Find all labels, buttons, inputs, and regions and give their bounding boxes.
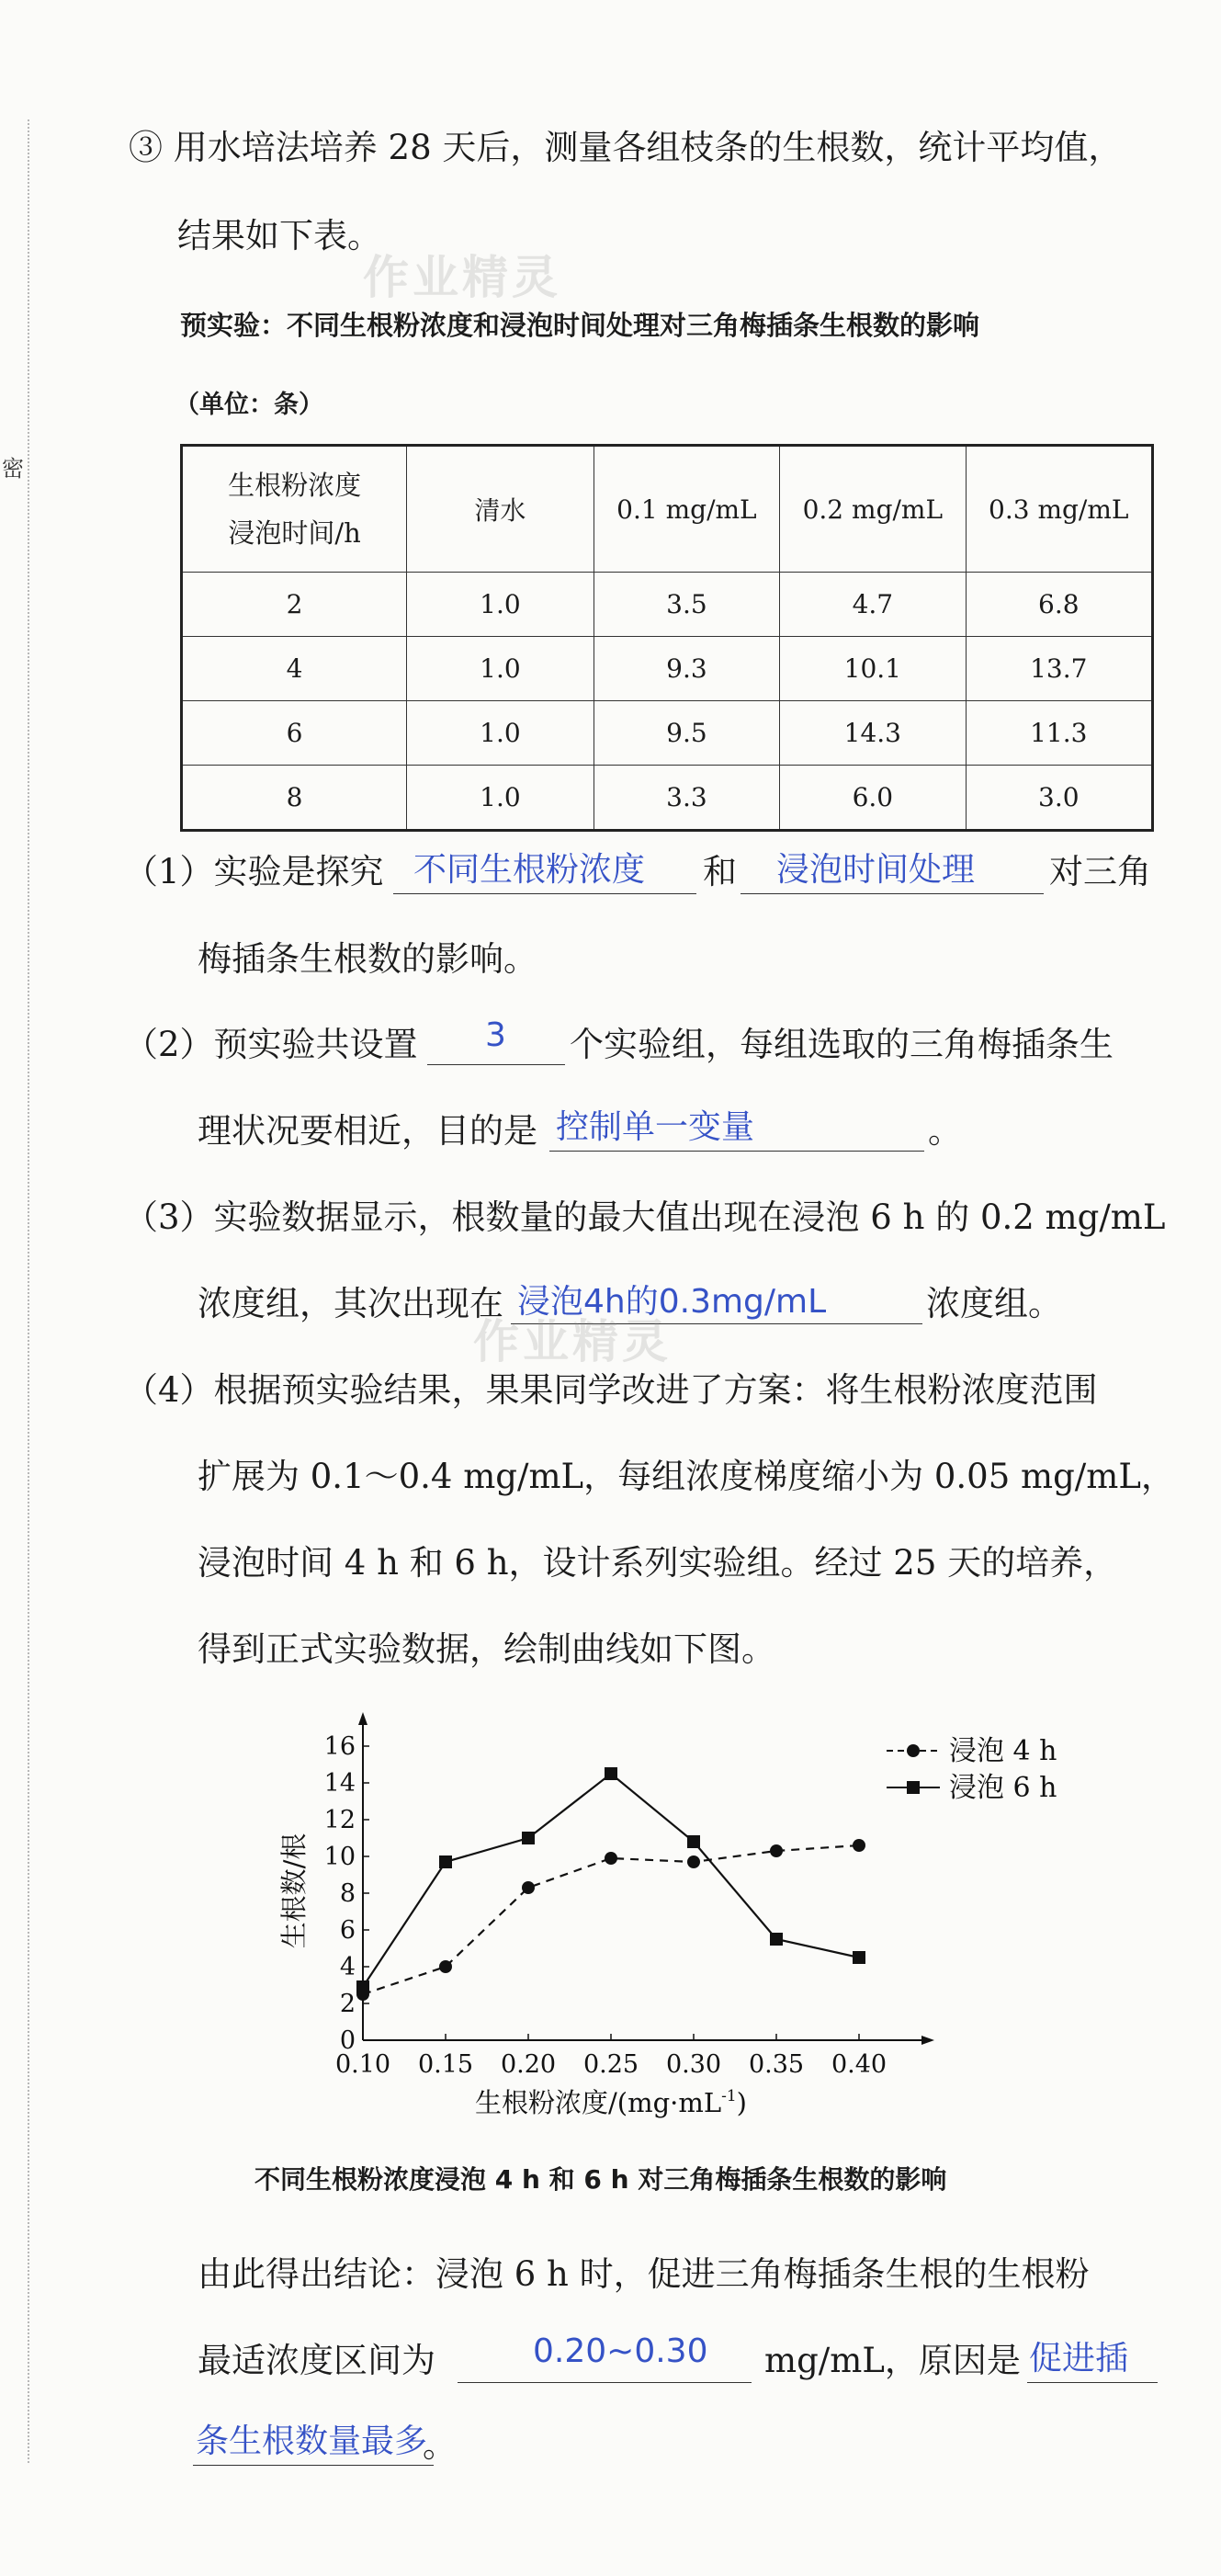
conclusion-blank-2b[interactable] <box>193 2465 434 2466</box>
row-time: 2 <box>182 573 407 637</box>
table-row <box>182 701 1153 766</box>
column-header: 0.1 mg/mL <box>594 446 779 573</box>
table-row <box>182 766 1153 831</box>
series-line-1 <box>363 1774 859 1987</box>
x-tick-label: 0.30 <box>665 2050 722 2079</box>
table-cell: 9.3 <box>594 637 779 701</box>
pre-experiment-table <box>180 444 1154 832</box>
q4-line-1: （4）根据预实验结果，果果同学改进了方案：将生根粉浓度范围 <box>124 1370 1098 1410</box>
conclusion-answer-1: 0.20~0.30 <box>533 2332 708 2370</box>
table-cell: 1.0 <box>407 701 594 766</box>
data-point <box>522 1832 535 1844</box>
intro-line-1: ③ 用水培法培养 28 天后，测量各组枝条的生根数，统计平均值， <box>129 128 1123 167</box>
x-tick-label: 0.40 <box>831 2050 887 2079</box>
q2-prefix: （2）预实验共设置 <box>124 1025 418 1064</box>
watermark: 作业精灵 <box>363 251 561 304</box>
table-cell: 14.3 <box>780 701 966 766</box>
q2-suffix: 个实验组，每组选取的三角梅插条生 <box>570 1025 1114 1064</box>
q4-line-2: 扩展为 0.1～0.4 mg/mL，每组浓度梯度缩小为 0.05 mg/mL， <box>198 1457 1175 1496</box>
y-tick-label: 12 <box>323 1806 356 1834</box>
data-point <box>853 1951 865 1964</box>
data-point <box>770 1844 783 1857</box>
binding-margin-line <box>28 119 29 2463</box>
data-point <box>439 1960 452 1973</box>
y-tick-label: 8 <box>339 1879 356 1908</box>
data-point <box>770 1933 783 1946</box>
data-point <box>687 1835 700 1848</box>
table-row <box>182 637 1153 701</box>
q1-mid: 和 <box>703 852 737 891</box>
x-axis-label: 生根粉浓度$/(mg\cdot mL^{-1})$ <box>474 2087 748 2118</box>
table-cell: 4.7 <box>780 573 966 637</box>
legend-label: 浸泡 4 h <box>949 1735 1057 1767</box>
data-point <box>522 1881 535 1894</box>
row-time: 8 <box>182 766 407 831</box>
conclusion-end: 。 <box>423 2425 457 2465</box>
series-line-0 <box>363 1845 859 1994</box>
table-corner-cell <box>182 446 407 573</box>
x-tick-label: 0.35 <box>748 2050 805 2079</box>
intro-line-2: 结果如下表。 <box>177 216 381 255</box>
chart-svg <box>276 1700 1102 2141</box>
q2-answer-2: 控制单一变量 <box>556 1108 755 1146</box>
q2-blank-2[interactable] <box>549 1151 924 1152</box>
data-point <box>605 1767 617 1780</box>
column-header: 0.3 mg/mL <box>966 446 1152 573</box>
y-axis-arrow <box>358 1712 367 1725</box>
x-tick-label: 0.10 <box>334 2050 391 2079</box>
q1-blank-1[interactable] <box>393 893 696 894</box>
legend-marker <box>907 1781 920 1794</box>
data-point <box>356 1980 369 1993</box>
table-cell: 6.8 <box>966 573 1152 637</box>
table-cell: 10.1 <box>780 637 966 701</box>
q2-line-2-suffix: 。 <box>928 1111 962 1151</box>
y-tick-label: 10 <box>323 1843 356 1871</box>
q1-answer-2: 浸泡时间处理 <box>776 851 976 889</box>
x-tick-label: 0.20 <box>500 2050 557 2079</box>
conclusion-blank-1[interactable] <box>458 2382 752 2383</box>
conclusion-blank-2a[interactable] <box>1027 2382 1158 2383</box>
q1-blank-2[interactable] <box>741 893 1044 894</box>
watermark: 作业精灵 <box>473 1315 672 1368</box>
chart-caption: 不同生根粉浓度浸泡 4 h 和 6 h 对三角梅插条生根数的影响 <box>254 2164 947 2195</box>
q2-answer-1: 3 <box>485 1016 506 1054</box>
table-cell: 1.0 <box>407 637 594 701</box>
conclusion-line-2-mid: mg/mL，原因是 <box>764 2341 1021 2380</box>
corner-time: 浸泡时间/h <box>228 517 361 549</box>
margin-seal-mark: 密 <box>2 456 24 482</box>
table-cell: 9.5 <box>594 701 779 766</box>
legend-label: 浸泡 6 h <box>949 1772 1057 1804</box>
conclusion-answer-2a: 促进插 <box>1029 2340 1129 2377</box>
q3-answer: 浸泡4h的0.3mg/mL <box>517 1283 827 1321</box>
y-tick-label: 6 <box>339 1916 356 1945</box>
table-cell: 3.3 <box>594 766 779 831</box>
corner-concentration: 生根粉浓度 <box>228 470 362 501</box>
row-time: 4 <box>182 637 407 701</box>
table-unit: （单位：条） <box>175 391 323 419</box>
x-axis-arrow <box>921 2036 934 2045</box>
data-point <box>853 1839 865 1852</box>
q3-line-1: （3）实验数据显示，根数量的最大值出现在浸泡 6 h 的 0.2 mg/mL <box>124 1197 1166 1237</box>
table-cell: 3.5 <box>594 573 779 637</box>
table-caption: 预实验：不同生根粉浓度和浸泡时间处理对三角梅插条生根数的影响 <box>180 310 980 341</box>
table-cell: 1.0 <box>407 573 594 637</box>
q3-line-2-suffix: 浓度组。 <box>926 1284 1062 1323</box>
q4-line-3: 浸泡时间 4 h 和 6 h，设计系列实验组。经过 25 天的培养， <box>198 1543 1118 1583</box>
table-cell: 13.7 <box>966 637 1152 701</box>
y-tick-label: 14 <box>323 1769 356 1798</box>
q3-line-2-prefix: 浓度组，其次出现在 <box>198 1284 503 1323</box>
column-header: 0.2 mg/mL <box>780 446 966 573</box>
table-cell: 11.3 <box>966 701 1152 766</box>
column-header: 清水 <box>407 446 594 573</box>
table-header-row <box>182 446 1153 573</box>
conclusion-answer-2b: 条生根数量最多 <box>196 2423 428 2460</box>
y-tick-label: 2 <box>339 1990 356 2018</box>
q1-line-2: 梅插条生根数的影响。 <box>198 939 537 979</box>
x-tick-label: 0.25 <box>582 2050 639 2079</box>
conclusion-line-2-prefix: 最适浓度区间为 <box>198 2341 435 2380</box>
x-tick-label: 0.15 <box>417 2050 474 2079</box>
line-chart <box>276 1700 1102 2141</box>
y-axis-label: 生根数/根 <box>278 1833 310 1949</box>
table-cell: 3.0 <box>966 766 1152 831</box>
y-tick-label: 16 <box>323 1732 356 1761</box>
row-time: 6 <box>182 701 407 766</box>
table-row <box>182 573 1153 637</box>
q2-blank-1[interactable] <box>427 1064 565 1065</box>
table-cell: 1.0 <box>407 766 594 831</box>
data-point <box>605 1852 617 1865</box>
data-point <box>687 1855 700 1868</box>
table-cell: 6.0 <box>780 766 966 831</box>
q4-line-4: 得到正式实验数据，绘制曲线如下图。 <box>198 1629 775 1669</box>
y-tick-label: 0 <box>339 2026 356 2055</box>
q1-suffix: 对三角 <box>1049 852 1151 891</box>
legend-marker <box>907 1744 920 1757</box>
q2-line-2-prefix: 理状况要相近，目的是 <box>198 1111 537 1151</box>
q1-prefix: （1）实验是探究 <box>124 852 384 891</box>
data-point <box>439 1855 452 1868</box>
y-tick-label: 4 <box>339 1953 356 1981</box>
conclusion-line-1: 由此得出结论：浸泡 6 h 时，促进三角梅插条生根的生根粉 <box>198 2254 1090 2294</box>
q1-answer-1: 不同生根粉浓度 <box>413 851 646 889</box>
